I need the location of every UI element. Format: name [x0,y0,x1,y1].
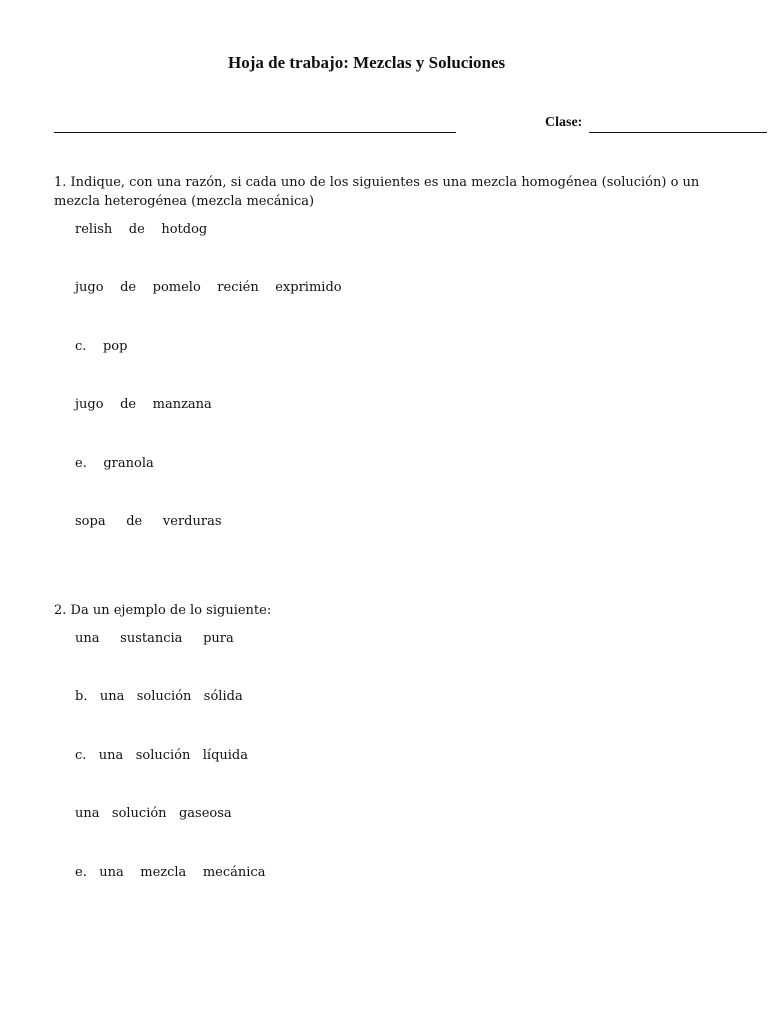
question-1-item-d: jugo de manzana [75,397,212,412]
question-2-item-b: b. una solución sólida [75,689,243,704]
question-1-item-c: c. pop [75,339,128,354]
question-2-item-d: una solución gaseosa [75,806,232,821]
name-blank-line[interactable] [54,132,456,133]
class-label: Clase: [545,115,583,130]
question-2-item-c: c. una solución líquida [75,748,249,763]
question-1-prompt: 1. Indique, con una razón, si cada uno de los siguientes es una mezcla homogénea (solución) o un mezcla heterogénea (mezcla mecánica) [54,175,700,209]
question-2-item-e: e. una mezcla mecánica [75,865,266,880]
question-1-item-a: relish de hotdog [75,222,208,237]
question-2-item-a: una sustancia pura [75,631,234,646]
class-blank-line[interactable] [589,132,767,133]
question-1-item-f: sopa de verduras [75,514,222,529]
worksheet-title: Hoja de trabajo: Mezclas y Soluciones [228,53,506,72]
question-1-item-b: jugo de pomelo recién exprimido [75,280,342,295]
question-2-prompt: 2. Da un ejemplo de lo siguiente: [54,603,272,618]
question-1-item-e: e. granola [75,456,154,471]
